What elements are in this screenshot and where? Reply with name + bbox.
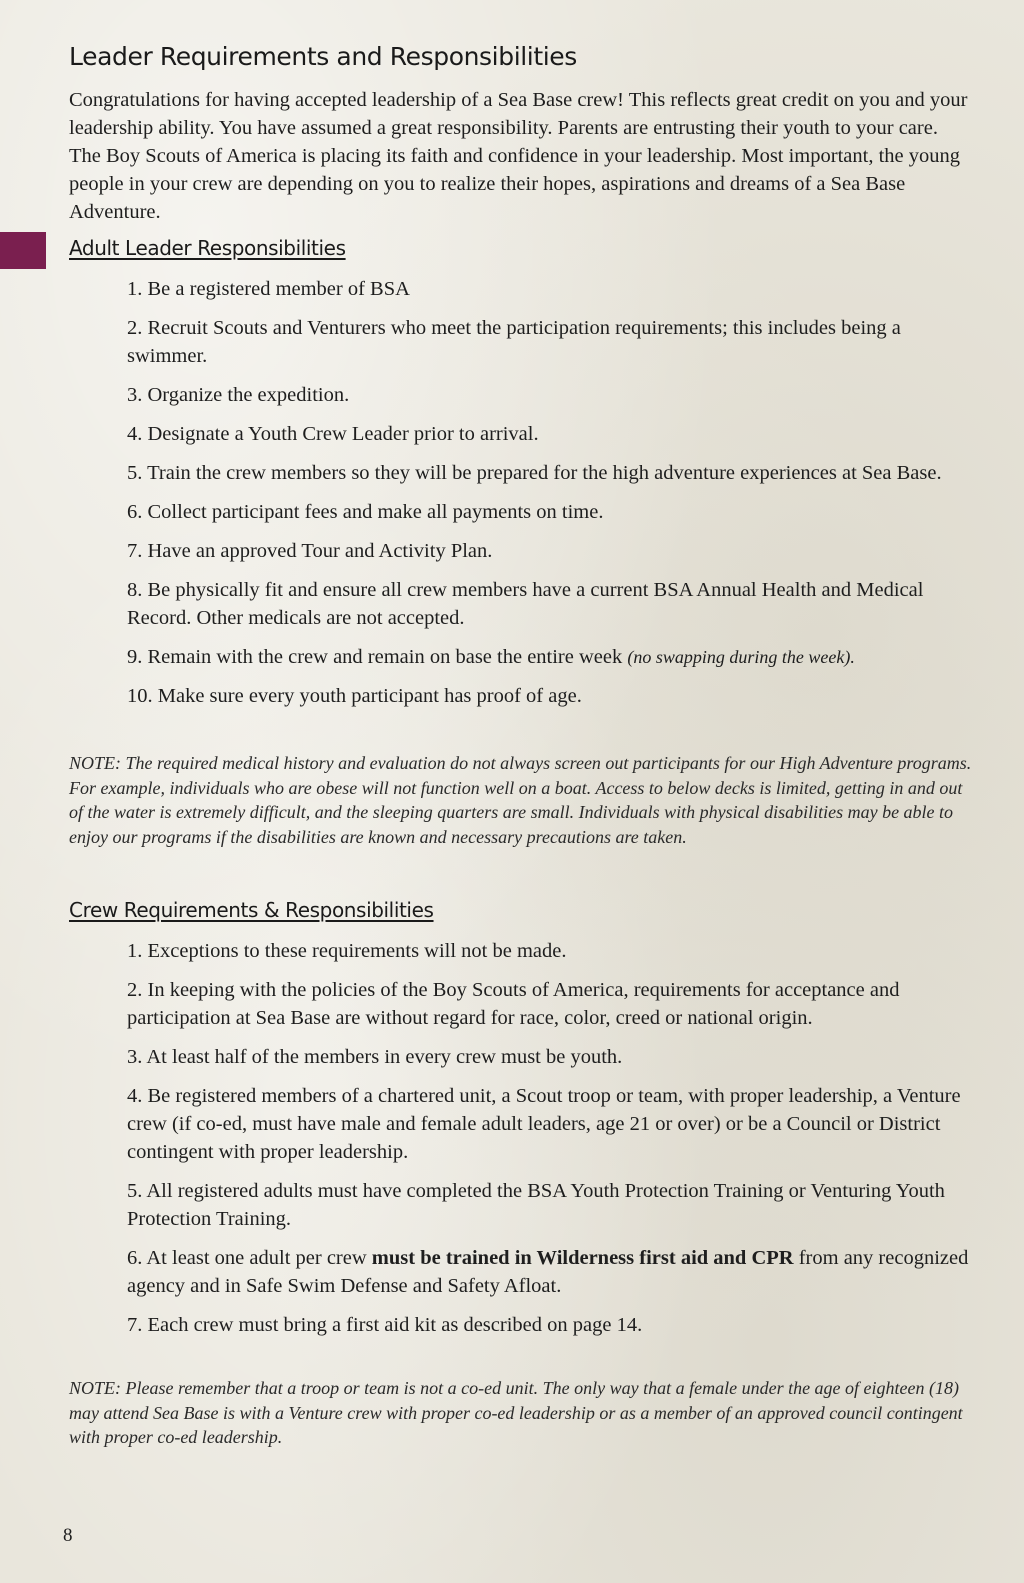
list-item: 3. Organize the expedition. <box>127 384 350 406</box>
list-item: 1. Exceptions to these requirements will not be made. <box>127 940 567 962</box>
list-item: 4. Be registered members of a chartered unit, a Scout troop or team, with proper leadership, a Venture crew (if co-ed, must have male and female adult leaders, age 21 or over) or be a Council or District contingent with proper leadership. <box>127 1085 961 1163</box>
adult-leader-heading: Adult Leader Responsibilities <box>69 236 346 260</box>
list-item: 1. Be a registered member of BSA <box>127 278 410 300</box>
intro-paragraph: Congratulations for having accepted leadership of a Sea Base crew! This reflects great credit on you and your leadership ability. You have assumed a great responsibility. Parents are entrusting their youth to your care. The Boy Scouts of America is placing its faith and confidence in your leadership. Most important, the young people in your crew are depending on you to realize their hopes, aspirations and dreams of a Sea Base Adventure. <box>69 89 968 223</box>
list-item: 7. Each crew must bring a first aid kit as described on page 14. <box>127 1314 643 1336</box>
list-item-inline-note: (no swapping during the week). <box>627 647 855 667</box>
list-item: 10. Make sure every youth participant has proof of age. <box>127 685 582 707</box>
list-item: 2. Recruit Scouts and Venturers who meet the participation requirements; this includes being a swimmer. <box>127 317 901 367</box>
crew-requirements-heading: Crew Requirements & Responsibilities <box>69 898 434 922</box>
list-item <box>127 1244 977 1300</box>
list-item-text: 9. Remain with the crew and remain on base the entire week <box>127 646 628 668</box>
list-item-text: from any recognized agency and in Safe Swim Defense and Safety Afloat. <box>127 1247 969 1297</box>
list-item <box>127 643 977 671</box>
crew-requirements-list <box>127 937 977 1350</box>
list-item-emphasis: must be trained in Wilderness first aid and CPR <box>371 1247 794 1269</box>
page-title: Leader Requirements and Responsibilities <box>69 42 577 71</box>
section-accent-bar <box>0 232 46 269</box>
list-item: 3. At least half of the members in every crew must be youth. <box>127 1046 623 1068</box>
medical-note: NOTE: The required medical history and evaluation do not always screen out participants for our High Adventure programs. For example, individuals who are obese will not function well on a boat. Access to below decks is limited, getting in and out of the water is extremely difficult, and the sleeping quarters are small. Individuals with physical disabilities may be able to enjoy our programs if the disabilities are known and necessary precautions are taken. <box>69 753 972 847</box>
list-item: 7. Have an approved Tour and Activity Plan. <box>127 540 493 562</box>
list-item: 4. Designate a Youth Crew Leader prior to arrival. <box>127 423 539 445</box>
adult-leader-list <box>127 275 977 721</box>
coed-note: NOTE: Please remember that a troop or team is not a co-ed unit. The only way that a female under the age of eighteen (18) may attend Sea Base is with a Venture crew with proper co-ed leadership or as a member of an approved council contingent with proper co-ed leadership. <box>69 1378 963 1447</box>
list-item: 2. In keeping with the policies of the Boy Scouts of America, requirements for acceptance and participation at Sea Base are without regard for race, color, creed or national origin. <box>127 979 900 1029</box>
list-item: 8. Be physically fit and ensure all crew members have a current BSA Annual Health and Medical Record. Other medicals are not accepted. <box>127 579 924 629</box>
list-item: 6. Collect participant fees and make all payments on time. <box>127 501 604 523</box>
list-item-text: 6. At least one adult per crew <box>127 1247 372 1269</box>
list-item: 5. All registered adults must have completed the BSA Youth Protection Training or Venturing Youth Protection Training. <box>127 1180 945 1230</box>
page-number: 8 <box>63 1525 73 1546</box>
list-item: 5. Train the crew members so they will be prepared for the high adventure experiences at Sea Base. <box>127 462 942 484</box>
